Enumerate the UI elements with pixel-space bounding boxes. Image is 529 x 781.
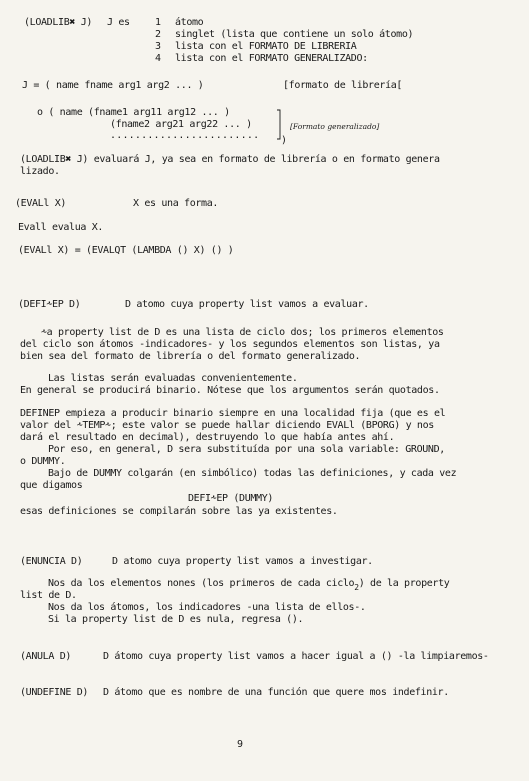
definep-paragraph-line: esas definiciones se compilarán sobre las ya existentes. — [20, 506, 338, 517]
undefine-heading: (UNDEFINE D) — [20, 687, 89, 698]
definep-paragraph-line: bien sea del formato de librería o del formato generalizado. — [20, 351, 361, 362]
enuncia-line-end: ) de la property — [358, 578, 450, 589]
definep-paragraph-line: DEFINEP empieza a producir binario siempre en una localidad fija (que es el — [20, 408, 446, 419]
option-text: átomo — [175, 17, 204, 28]
loadlibe-description-line: lizado. — [20, 166, 60, 177]
loadlibe-heading: (LOADLIB✖ J) — [24, 17, 93, 28]
generalized-format-formula: o ( name (fname1 arg11 arg12 ... ) — [37, 107, 230, 118]
evall-formula: (EVALl X) = (EVALQT (LAMBDA () X) () ) — [18, 245, 234, 256]
definep-paragraph-line: En general se producirá binario. Nótese que los argumentos serán quotados. — [20, 385, 440, 396]
definep-paragraph-line: que digamos — [20, 480, 83, 491]
definep-heading-description: D atomo cuya property list vamos a evaluar. — [125, 299, 369, 310]
definep-paragraph-line: valor del ⩪TEMP⩪; este valor se puede hallar diciendo EVALl (BPORG) y nos — [20, 420, 434, 431]
library-format-formula: J = ( name fname arg1 arg2 ... ) — [22, 80, 204, 91]
definep-paragraph-line: Por eso, en general, D sera substituída por una sola variable: GROUND, — [48, 444, 445, 455]
page-number: 9 — [237, 739, 243, 750]
enuncia-heading-description: D atomo cuya property list vamos a investigar. — [112, 556, 373, 567]
library-format-note: [formato de librería[ — [283, 80, 403, 91]
anula-heading: (ANULA D) — [20, 651, 72, 662]
option-text: singlet (lista que contiene un solo átomo) — [175, 29, 414, 40]
generalized-format-close-paren: ) — [281, 135, 287, 146]
evall-heading: (EVALl X) — [15, 198, 67, 209]
undefine-description: D átomo que es nombre de una función que quere mos indefinir. — [103, 687, 449, 698]
evall-description: X es una forma. — [133, 198, 219, 209]
option-text: lista con el FORMATO DE LIBRERIA — [175, 41, 357, 52]
option-number: 1 — [155, 17, 161, 28]
definep-paragraph-line: dará el resultado en decimal), destruyendo lo que había antes ahí. — [20, 432, 395, 443]
evall-line: Evall evalua X. — [18, 222, 104, 233]
anula-description: D átomo cuya property list vamos a hacer igual a () -la limpiaremos- — [103, 651, 489, 662]
generalized-format-formula-line2: (fname2 arg21 arg22 ... ) — [110, 119, 252, 130]
enuncia-line-text: Nos da los elementos nones (los primeros de cada ciclo — [48, 578, 355, 589]
enuncia-subscript: 2 — [354, 583, 359, 592]
enuncia-line: Nos da los átomos, los indicadores -una lista de ellos-. — [48, 602, 366, 613]
definep-paragraph-line: Las listas serán evaluadas convenientemente. — [48, 373, 298, 384]
handwritten-bracket — [277, 109, 281, 141]
option-number: 4 — [155, 53, 161, 64]
generalized-format-ellipsis: ........................ — [110, 130, 260, 141]
enuncia-heading: (ENUNCIA D) — [20, 556, 83, 567]
option-text: lista con el FORMATO GENERALIZADO: — [175, 53, 368, 64]
enuncia-line: list de D. — [20, 590, 77, 601]
loadlibe-j-es: J es — [107, 17, 130, 28]
option-number: 3 — [155, 41, 161, 52]
definep-paragraph-line: ⩪a property list de D es una lista de ciclo dos; los primeros elementos — [41, 327, 444, 338]
loadlibe-description-line: (LOADLIB✖ J) evaluará J, ya sea en formato de librería o en formato genera — [20, 154, 440, 165]
definep-centered-example: DEFI⩪EP (DUMMY) — [188, 493, 274, 504]
enuncia-line: Si la property list de D es nula, regresa (). — [48, 614, 304, 625]
generalized-format-note: [Formato generalizado] — [290, 122, 380, 131]
definep-heading: (DEFI⩪EP D) — [18, 299, 81, 310]
definep-paragraph-line: del ciclo son átomos -indicadores- y los segundos elementos son listas, ya — [20, 339, 440, 350]
enuncia-line — [48, 578, 449, 594]
option-number: 2 — [155, 29, 161, 40]
definep-paragraph-line: Bajo de DUMMY colgarán (en simbólico) todas las definiciones, y cada vez — [48, 468, 457, 479]
definep-paragraph-line: o DUMMY. — [20, 456, 66, 467]
